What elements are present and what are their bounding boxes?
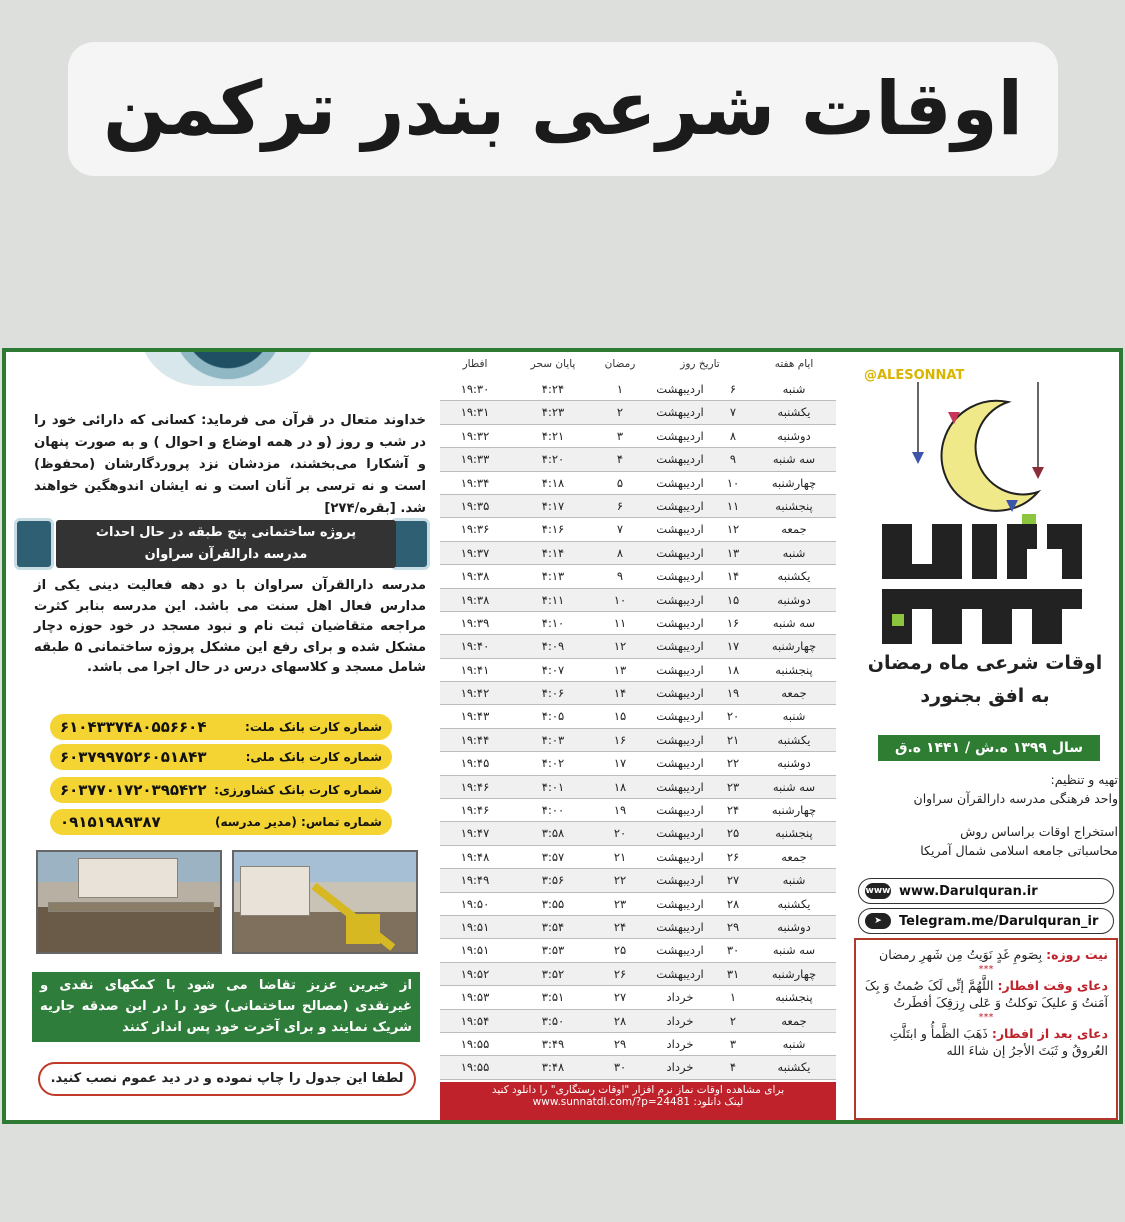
after-iftar-text: ذَهَبَ الظَّمأُ و ابتَلَّتِ العُروقُ و ثَبَتَ الأجرُ إن شاءَ الله — [889, 1026, 1108, 1058]
bank-number: ۶۰۳۷۷۰۱۷۲۰۳۹۵۴۲۲ — [60, 781, 207, 799]
table-row — [440, 518, 836, 541]
table-row — [440, 542, 836, 565]
niyyah-label: نیت روزه: — [1046, 947, 1108, 962]
sahar-cell: ۳:۵۸ — [541, 826, 565, 841]
iftar-cell: ۱۹:۳۲ — [460, 428, 490, 443]
ramadan-cell: ۳ — [616, 428, 624, 443]
ramadan-cell: ۱۵ — [613, 709, 627, 724]
ramadan-cell: ۲۹ — [613, 1036, 627, 1051]
month-cell: اردیبهشت — [656, 756, 704, 771]
day-cell: ۲۰ — [726, 709, 740, 724]
weekday-cell: دوشنبه — [777, 592, 811, 607]
method-label: استخراج اوقات براساس روش — [960, 824, 1118, 839]
iftar-cell: ۱۹:۳۳ — [460, 452, 490, 467]
bank-label: شماره کارت بانک ملی: — [245, 750, 382, 764]
weekday-cell: شنبه — [782, 873, 806, 888]
month-cell: خرداد — [666, 1060, 694, 1075]
month-cell: اردیبهشت — [656, 873, 704, 888]
sahar-cell: ۳:۵۴ — [541, 919, 565, 934]
iftar-cell: ۱۹:۳۹ — [460, 615, 490, 630]
month-cell: اردیبهشت — [656, 966, 704, 981]
crescent-moon-icon — [888, 382, 1068, 522]
prayer-timetable — [440, 352, 836, 1120]
ramadan-cell: ۱۲ — [613, 639, 627, 654]
weekday-cell: پنجشنبه — [775, 826, 813, 841]
day-cell: ۱۹ — [726, 686, 740, 701]
sahar-cell: ۴:۲۰ — [541, 452, 565, 467]
weekday-cell: جمعه — [781, 1013, 807, 1028]
ramadan-cell: ۲۰ — [613, 826, 627, 841]
weekday-cell: چهارشنبه — [771, 803, 817, 818]
ramadan-cell: ۱۰ — [613, 592, 627, 607]
day-cell: ۱۶ — [726, 615, 740, 630]
ramadan-cell: ۲۶ — [613, 966, 627, 981]
header-ramadan: رمضان — [604, 358, 636, 370]
table-row — [440, 659, 836, 682]
month-cell: خرداد — [666, 1013, 694, 1028]
ramadan-cell: ۲۳ — [613, 896, 627, 911]
telegram-link[interactable] — [858, 908, 1114, 934]
tile-ornament-icon — [390, 518, 430, 570]
iftar-cell: ۱۹:۵۱ — [460, 943, 490, 958]
ramadan-cell: ۱ — [616, 382, 624, 396]
weekday-cell: سه شنبه — [772, 943, 816, 958]
day-cell: ۴ — [729, 1060, 737, 1075]
month-cell: اردیبهشت — [656, 382, 704, 396]
table-row — [440, 448, 836, 471]
bank-number: ۶۰۳۷۹۹۷۵۲۶۰۵۱۸۴۳ — [60, 748, 207, 766]
sahar-cell: ۴:۲۴ — [541, 382, 565, 396]
phone-number: ۰۹۱۵۱۹۸۹۳۸۷ — [60, 813, 161, 831]
iftar-cell: ۱۹:۴۴ — [460, 732, 490, 747]
download-bar[interactable] — [440, 1082, 836, 1120]
weekday-cell: شنبه — [782, 545, 806, 560]
weekday-cell: جمعه — [781, 686, 807, 701]
day-cell: ۱۴ — [726, 569, 740, 584]
sahar-cell: ۴:۰۳ — [541, 732, 565, 747]
project-line1: پروژه ساختمانی پنج طبقه در حال احداث — [95, 525, 357, 540]
project-line2: مدرسه دارالقرآن سراوان — [144, 547, 308, 562]
month-cell: اردیبهشت — [656, 475, 704, 490]
month-cell: اردیبهشت — [656, 686, 704, 701]
header-date: تاریخ روز — [680, 358, 720, 370]
sahar-cell: ۴:۱۶ — [541, 522, 565, 537]
website-link[interactable] — [858, 878, 1114, 904]
iftar-cell: ۱۹:۴۱ — [460, 662, 490, 677]
table-row — [440, 612, 836, 635]
tile-ornament-icon — [14, 518, 54, 570]
sahar-cell: ۴:۰۷ — [541, 662, 565, 677]
iftar-cell: ۱۹:۳۸ — [460, 592, 490, 607]
weekday-cell: دوشنبه — [777, 919, 811, 934]
weekday-cell: پنجشنبه — [775, 498, 813, 513]
iftar-cell: ۱۹:۳۰ — [460, 382, 490, 396]
school-description: مدرسه دارالقرآن سراوان با دو دهه فعالیت دینی یکی از مدارس فعال اهل سنت می باشد. این مدرسه بنابر کثرت مراجعه متقاضیان ثبت نام و نبود مسجد در خود حوزه دچار مشکل شده و برای رفع این مشکل پروژه ساختمانی ۵ طبقه شامل مسجد و کلاسهای درس در حال اجرا می باشد. — [34, 578, 426, 675]
sahar-cell: ۳:۵۳ — [541, 943, 565, 958]
sahar-cell: ۴:۰۵ — [541, 709, 565, 724]
iftar-cell: ۱۹:۴۸ — [460, 849, 490, 864]
table-body — [440, 378, 836, 1080]
day-cell: ۲۵ — [726, 826, 740, 841]
sahar-cell: ۳:۵۱ — [541, 990, 565, 1005]
ramadan-poster — [2, 348, 1123, 1124]
sahar-cell: ۴:۰۹ — [541, 639, 565, 654]
month-cell: اردیبهشت — [656, 919, 704, 934]
table-row — [440, 378, 836, 401]
month-cell: اردیبهشت — [656, 779, 704, 794]
quran-verse: خداوند متعال در قرآن می فرماید: کسانی که دارائی خود را در شب و روز (و در همه اوضاع و احوال ) و به صورت پنهان و آشکارا می‌بخشند، مزدشان نزد پروردگارشان (محفوظ) است و نه ترسی بر آنان است و نه ایشان اندوهگین خواهند شد. [بقره/۲۷۴] — [34, 413, 426, 516]
weekday-cell: سه شنبه — [772, 615, 816, 630]
day-cell: ۲۴ — [726, 803, 740, 818]
iftar-dua-text: اللَّهُمَّ إنِّی لَکَ صُمتُ وَ بِکَ آمَنتُ وَ علیکَ توکلتُ وَ عَلی رِزقِکَ أفطَرتُ — [864, 978, 1108, 1010]
sahar-cell: ۳:۵۶ — [541, 873, 565, 888]
ramadan-cell: ۲۷ — [613, 990, 627, 1005]
ramadan-cell: ۲۲ — [613, 873, 627, 888]
title-banner — [68, 42, 1058, 176]
month-cell: اردیبهشت — [656, 803, 704, 818]
ramadan-cell: ۴ — [616, 452, 624, 467]
table-row — [440, 822, 836, 845]
ramadan-cell: ۲۱ — [613, 849, 627, 864]
weekday-cell: جمعه — [781, 522, 807, 537]
table-row — [440, 893, 836, 916]
iftar-cell: ۱۹:۳۱ — [460, 405, 490, 420]
month-cell: اردیبهشت — [656, 545, 704, 560]
ramadan-cell: ۶ — [616, 498, 624, 513]
day-cell: ۶ — [729, 382, 737, 396]
day-cell: ۱۱ — [726, 498, 740, 513]
sahar-cell: ۴:۱۴ — [541, 545, 565, 560]
ramadan-cell: ۲۴ — [613, 919, 627, 934]
bank-card-mellat — [50, 714, 392, 740]
iftar-cell: ۱۹:۴۶ — [460, 803, 490, 818]
day-cell: ۲۷ — [726, 873, 740, 888]
sahar-cell: ۴:۱۸ — [541, 475, 565, 490]
day-cell: ۱۰ — [726, 475, 740, 490]
day-cell: ۱۵ — [726, 592, 740, 607]
table-row — [440, 916, 836, 939]
table-row — [440, 939, 836, 962]
ramadan-cell: ۳۰ — [613, 1060, 627, 1075]
day-cell: ۲۱ — [726, 732, 740, 747]
bank-label: شماره کارت بانک ملت: — [245, 720, 382, 734]
day-cell: ۷ — [729, 405, 737, 420]
weekday-cell: دوشنبه — [777, 756, 811, 771]
telegram-icon: ➤ — [865, 913, 891, 929]
month-cell: خرداد — [666, 990, 694, 1005]
sahar-cell: ۳:۵۲ — [541, 966, 565, 981]
table-row — [440, 589, 836, 612]
month-cell: اردیبهشت — [656, 732, 704, 747]
table-row — [440, 729, 836, 752]
day-cell: ۳۰ — [726, 943, 740, 958]
day-cell: ۱۳ — [726, 545, 740, 560]
day-cell: ۲۳ — [726, 779, 740, 794]
website-text: www.Darulquran.ir — [899, 883, 1038, 899]
subtitle-ramadan-times: اوقات شرعی ماه رمضان — [867, 652, 1103, 674]
sahar-cell: ۳:۵۵ — [541, 896, 565, 911]
weekday-cell: شنبه — [782, 1036, 806, 1051]
telegram-text: Telegram.me/Darulquran_ir — [899, 913, 1099, 929]
sahar-cell: ۳:۴۹ — [541, 1036, 565, 1051]
ramadan-cell: ۷ — [616, 522, 624, 537]
day-cell: ۲۹ — [726, 919, 740, 934]
iftar-cell: ۱۹:۴۰ — [460, 639, 490, 654]
duas-box — [854, 938, 1118, 1120]
sahar-cell: ۴:۱۳ — [541, 569, 565, 584]
table-row — [440, 401, 836, 424]
sahar-cell: ۳:۵۷ — [541, 849, 565, 864]
month-cell: اردیبهشت — [656, 826, 704, 841]
iftar-cell: ۱۹:۳۶ — [460, 522, 490, 537]
construction-photos — [36, 850, 420, 958]
ramadan-cell: ۲۸ — [613, 1013, 627, 1028]
table-row — [440, 425, 836, 448]
ramadan-cell: ۱۹ — [613, 803, 627, 818]
table-row — [440, 963, 836, 986]
day-cell: ۲۸ — [726, 896, 740, 911]
ramadan-cell: ۱۷ — [613, 756, 627, 771]
phone-label: شماره تماس: (مدیر مدرسه) — [215, 815, 382, 829]
day-cell: ۱۷ — [726, 639, 740, 654]
watermark: @ALESONNAT — [864, 368, 965, 383]
table-row — [440, 495, 836, 518]
sahar-cell: ۴:۱۷ — [541, 498, 565, 513]
credit-label: تهیه و تنظیم: — [1050, 772, 1118, 787]
bank-label: شماره کارت بانک کشاورزی: — [214, 783, 382, 797]
contact-phone — [50, 809, 392, 835]
day-cell: ۱۸ — [726, 662, 740, 677]
day-cell: ۱ — [729, 990, 737, 1005]
iftar-cell: ۱۹:۴۶ — [460, 779, 490, 794]
month-cell: اردیبهشت — [656, 522, 704, 537]
sahar-cell: ۴:۲۳ — [541, 405, 565, 420]
month-cell: اردیبهشت — [656, 709, 704, 724]
table-row — [440, 752, 836, 775]
ramadan-cell: ۵ — [616, 475, 624, 490]
ramadan-cell: ۹ — [616, 569, 624, 584]
weekday-cell: سه شنبه — [772, 452, 816, 467]
download-link[interactable]: لینک دانلود: www.sunnatdl.com/?p=24481 — [532, 1096, 744, 1108]
bank-card-melli — [50, 744, 392, 770]
weekday-cell: شنبه — [782, 709, 806, 724]
header-sahar: پایان سحر — [530, 358, 576, 370]
ornament-decoration — [138, 348, 318, 386]
iftar-cell: ۱۹:۳۸ — [460, 569, 490, 584]
project-banner — [56, 520, 396, 568]
table-row — [440, 1033, 836, 1056]
year-badge: سال ۱۳۹۹ ه.ش / ۱۴۴۱ ه.ق — [878, 735, 1100, 761]
crane-photo — [232, 850, 418, 954]
day-cell: ۲۲ — [726, 756, 740, 771]
weekday-cell: چهارشنبه — [771, 966, 817, 981]
ramadan-cell: ۱۱ — [613, 615, 627, 630]
iftar-cell: ۱۹:۴۲ — [460, 686, 490, 701]
month-cell: اردیبهشت — [656, 662, 704, 677]
iftar-cell: ۱۹:۴۳ — [460, 709, 490, 724]
weekday-cell: سه شنبه — [772, 779, 816, 794]
weekday-cell: یکشنبه — [777, 405, 811, 420]
table-header — [440, 358, 836, 376]
table-row — [440, 565, 836, 588]
ramadan-cell: ۱۸ — [613, 779, 627, 794]
iftar-cell: ۱۹:۴۷ — [460, 826, 490, 841]
weekday-cell: چهارشنبه — [771, 639, 817, 654]
weekday-cell: شنبه — [782, 382, 806, 396]
ramadan-kareem-calligraphy-icon — [872, 514, 1094, 652]
iftar-cell: ۱۹:۵۱ — [460, 919, 490, 934]
iftar-cell: ۱۹:۴۵ — [460, 756, 490, 771]
table-row — [440, 1010, 836, 1033]
month-cell: اردیبهشت — [656, 498, 704, 513]
month-cell: اردیبهشت — [656, 943, 704, 958]
month-cell: اردیبهشت — [656, 849, 704, 864]
weekday-cell: یکشنبه — [777, 1060, 811, 1075]
page-title: اوقات شرعی بندر ترکمن — [103, 66, 1023, 152]
month-cell: اردیبهشت — [656, 639, 704, 654]
bank-number: ۶۱۰۴۳۳۷۴۸۰۵۵۶۶۰۴ — [60, 718, 207, 736]
globe-icon: www — [865, 883, 891, 899]
method-value: محاسباتی جامعه اسلامی شمال آمریکا — [920, 843, 1118, 858]
table-row — [440, 472, 836, 495]
table-row — [440, 846, 836, 869]
iftar-cell: ۱۹:۵۲ — [460, 966, 490, 981]
stars-divider: *** — [978, 1012, 994, 1023]
weekday-cell: یکشنبه — [777, 569, 811, 584]
download-text: برای مشاهده اوقات نماز نرم افزار "اوقات رستگاری" را دانلود کنید — [491, 1084, 785, 1096]
weekday-cell: جمعه — [781, 849, 807, 864]
day-cell: ۱۲ — [726, 522, 740, 537]
table-row — [440, 986, 836, 1009]
month-cell: اردیبهشت — [656, 615, 704, 630]
ramadan-cell: ۸ — [616, 545, 624, 560]
weekday-cell: پنجشنبه — [775, 662, 813, 677]
sahar-cell: ۳:۴۸ — [541, 1060, 565, 1075]
month-cell: اردیبهشت — [656, 405, 704, 420]
ramadan-cell: ۲ — [616, 405, 624, 420]
subtitle-horizon: به افق بجنورد — [920, 685, 1050, 707]
header-iftar: افطار — [462, 358, 488, 370]
weekday-cell: دوشنبه — [777, 428, 811, 443]
bank-card-keshavarzi — [50, 777, 392, 803]
table-row — [440, 705, 836, 728]
month-cell: اردیبهشت — [656, 569, 704, 584]
sahar-cell: ۴:۰۱ — [541, 779, 565, 794]
sahar-cell: ۳:۵۰ — [541, 1013, 565, 1028]
ramadan-cell: ۱۳ — [613, 662, 627, 677]
iftar-cell: ۱۹:۴۹ — [460, 873, 490, 888]
table-row — [440, 1056, 836, 1079]
weekday-cell: یکشنبه — [777, 896, 811, 911]
day-cell: ۳ — [729, 1036, 737, 1051]
table-row — [440, 869, 836, 892]
print-note: لطفا این جدول را چاپ نموده و در دید عموم نصب کنید. — [38, 1062, 416, 1096]
table-row — [440, 635, 836, 658]
sahar-cell: ۴:۰۶ — [541, 686, 565, 701]
donation-column — [30, 352, 430, 1120]
ramadan-cell: ۱۴ — [613, 686, 627, 701]
month-cell: اردیبهشت — [656, 896, 704, 911]
iftar-cell: ۱۹:۵۴ — [460, 1013, 490, 1028]
iftar-cell: ۱۹:۵۵ — [460, 1060, 490, 1075]
sahar-cell: ۴:۲۱ — [541, 428, 565, 443]
iftar-dua-label: دعای وقت افطار: — [997, 978, 1108, 993]
day-cell: ۲ — [729, 1013, 737, 1028]
info-column — [848, 352, 1123, 1120]
header-week: ایام هفته — [774, 358, 814, 370]
sahar-cell: ۴:۰۰ — [541, 803, 565, 818]
iftar-cell: ۱۹:۳۴ — [460, 475, 490, 490]
table-row — [440, 776, 836, 799]
iftar-cell: ۱۹:۵۰ — [460, 896, 490, 911]
credit-value: واحد فرهنگی مدرسه دارالقرآن سراوان — [913, 791, 1118, 806]
stars-divider: *** — [978, 964, 994, 975]
iftar-cell: ۱۹:۳۵ — [460, 498, 490, 513]
sahar-cell: ۴:۱۰ — [541, 615, 565, 630]
month-cell: خرداد — [666, 1036, 694, 1051]
construction-photo — [36, 850, 222, 954]
table-row — [440, 799, 836, 822]
day-cell: ۸ — [729, 428, 737, 443]
after-iftar-label: دعای بعد از افطار: — [991, 1026, 1108, 1041]
day-cell: ۲۶ — [726, 849, 740, 864]
sahar-cell: ۴:۱۱ — [541, 592, 565, 607]
weekday-cell: چهارشنبه — [771, 475, 817, 490]
month-cell: اردیبهشت — [656, 592, 704, 607]
ramadan-cell: ۲۵ — [613, 943, 627, 958]
day-cell: ۳۱ — [726, 966, 740, 981]
table-row — [440, 682, 836, 705]
day-cell: ۹ — [729, 452, 737, 467]
iftar-cell: ۱۹:۵۵ — [460, 1036, 490, 1051]
weekday-cell: پنجشنبه — [775, 990, 813, 1005]
iftar-cell: ۱۹:۳۷ — [460, 545, 490, 560]
donation-appeal: از خیرین عزیز تقاضا می شود با کمکهای نقدی و غیرنقدی (مصالح ساختمانی) خود را در این صدقه جاریه شریک نمایند و برای آخرت خود پس انداز کنند — [32, 972, 420, 1042]
iftar-cell: ۱۹:۵۳ — [460, 990, 490, 1005]
weekday-cell: یکشنبه — [777, 732, 811, 747]
ramadan-cell: ۱۶ — [613, 732, 627, 747]
sahar-cell: ۴:۰۲ — [541, 756, 565, 771]
month-cell: اردیبهشت — [656, 452, 704, 467]
niyyah-text: بِصَومِ غَدٍ نَوَیتُ مِن شَهرِ رمضان — [879, 947, 1043, 962]
month-cell: اردیبهشت — [656, 428, 704, 443]
